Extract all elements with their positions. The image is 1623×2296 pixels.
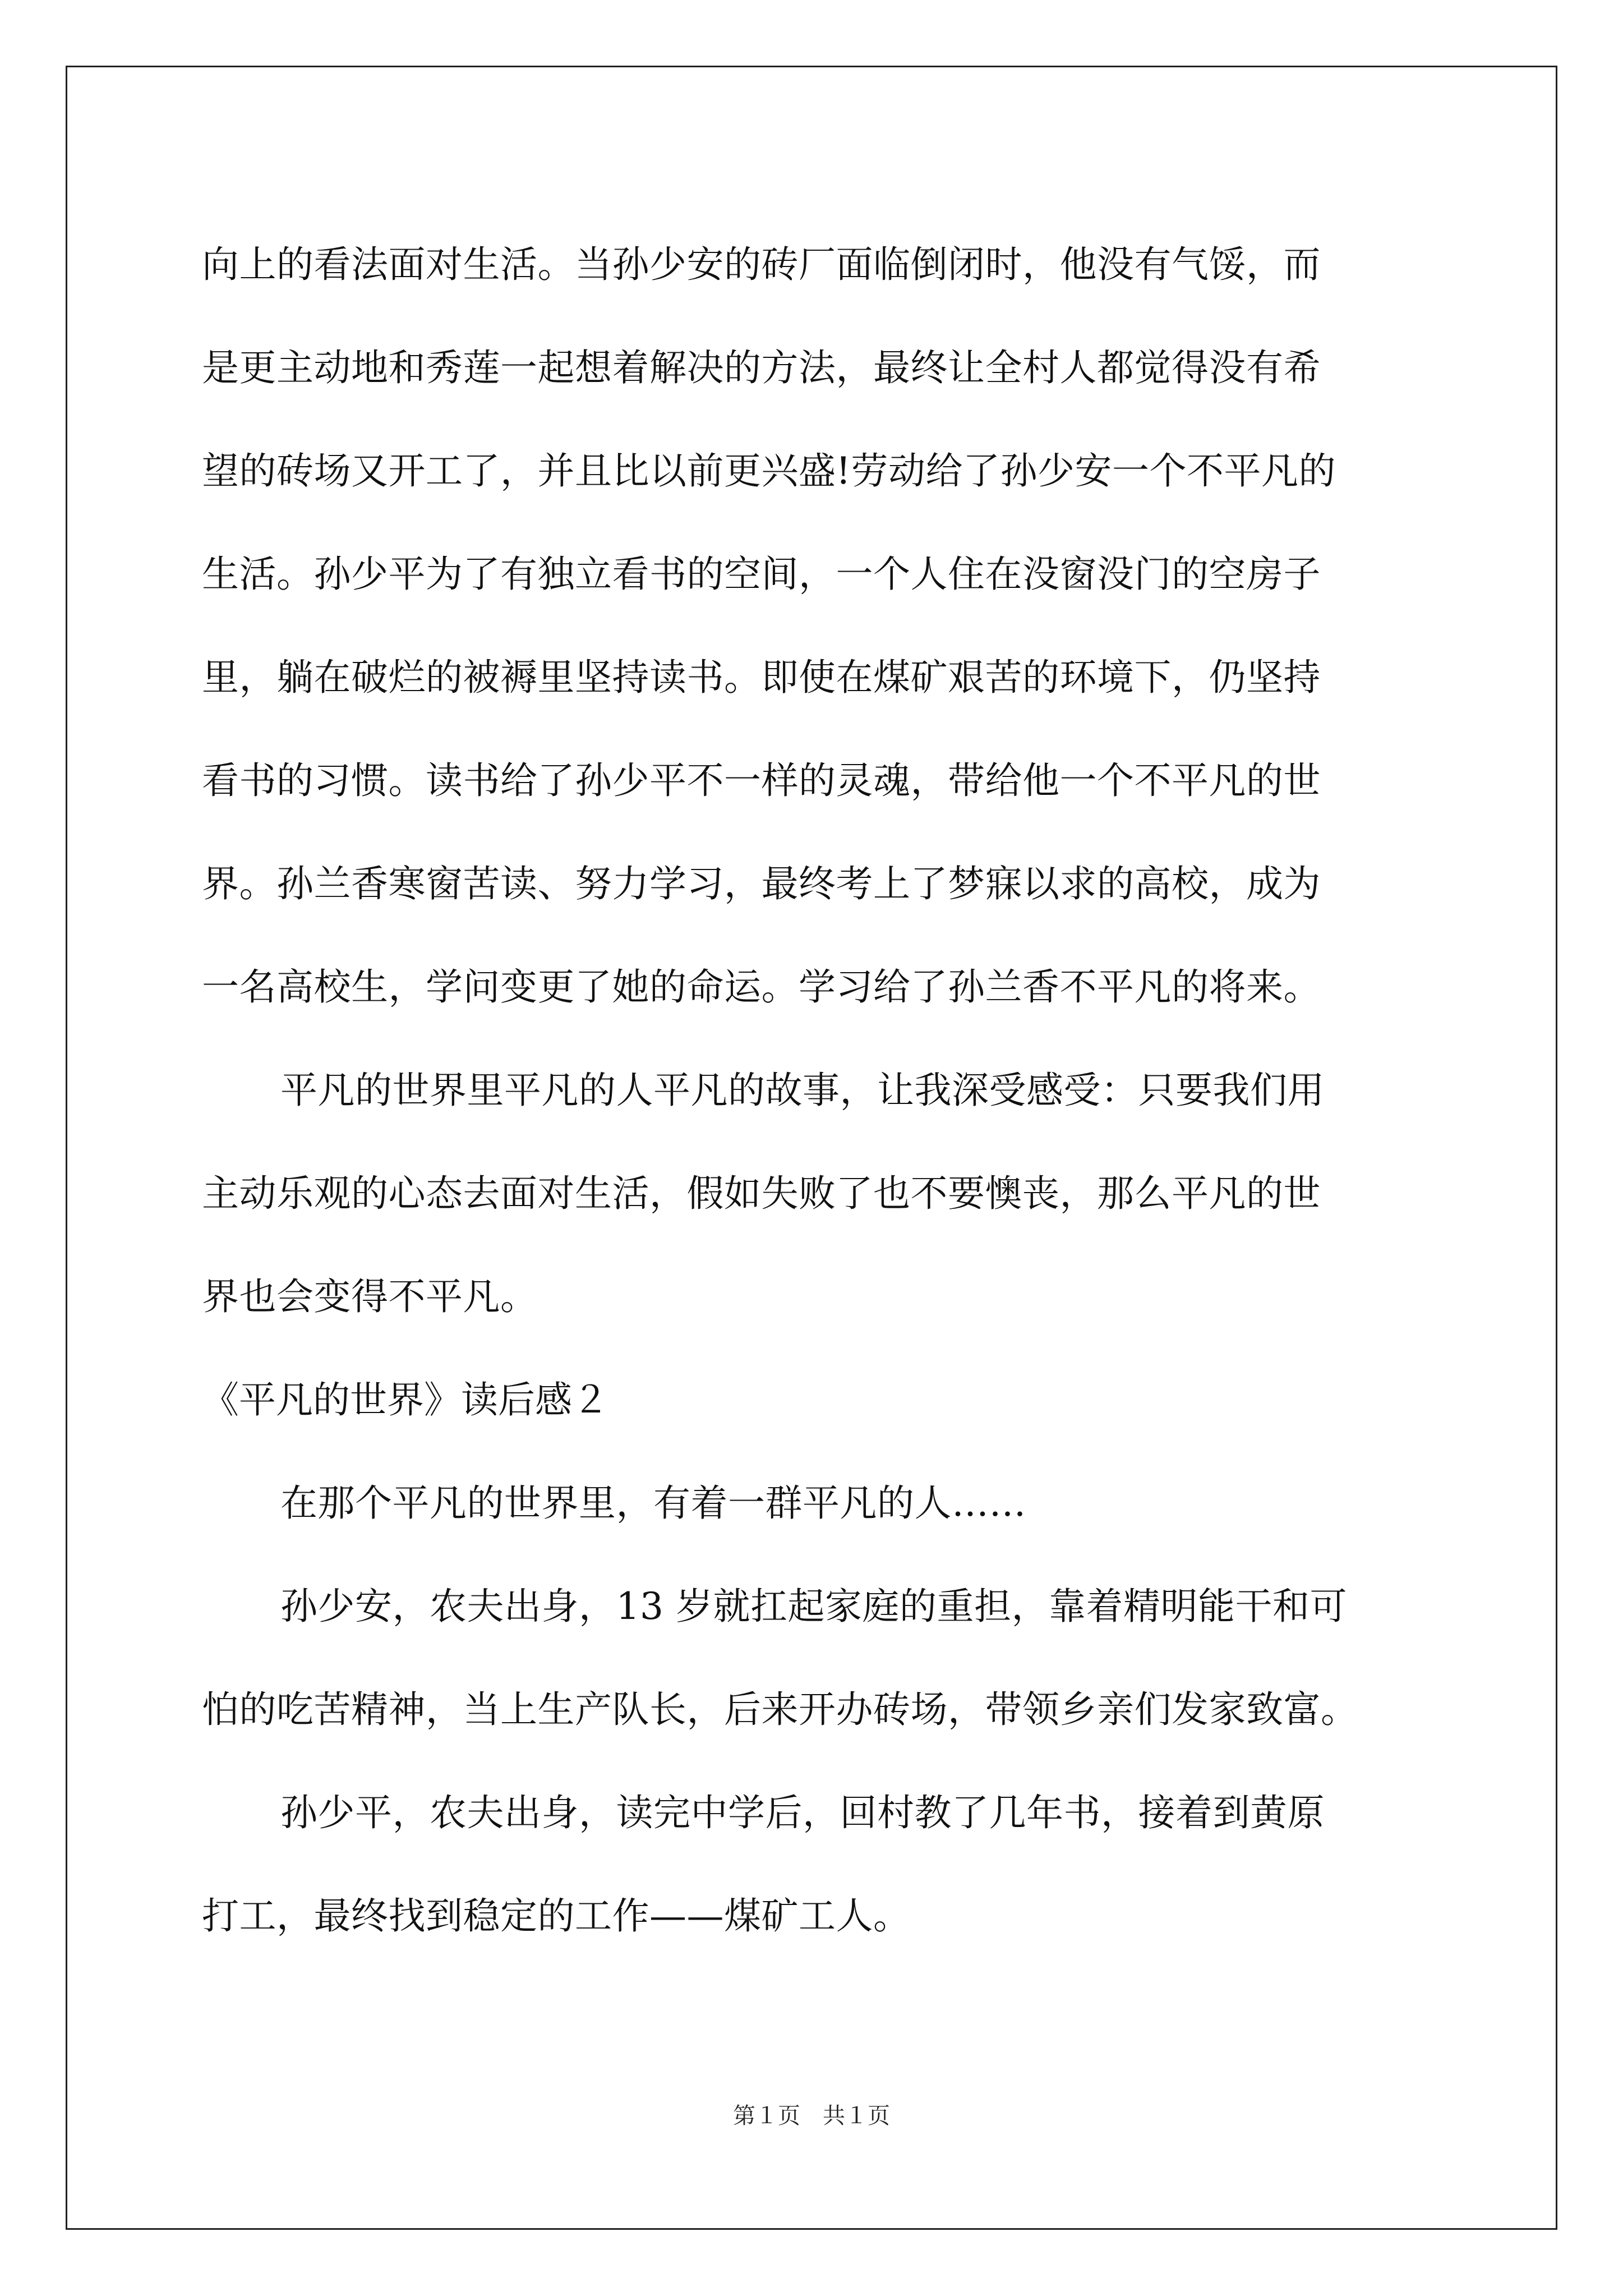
paragraph-3 (202, 1452, 1430, 1555)
document-body (202, 213, 1430, 1968)
text-line: 向上的看法面对生活。当孙少安的砖厂面临倒闭时，他没有气馁，而 (202, 243, 1321, 286)
paragraph-2 (202, 1039, 1430, 1349)
text-line: 在那个平凡的世界里，有着一群平凡的人…… (280, 1481, 1026, 1525)
text-line: 打工，最终找到稳定的工作——煤矿工人。 (202, 1894, 911, 1938)
text-line: 望的砖场又开工了，并且比以前更兴盛!劳动给了孙少安一个不平凡的 (202, 449, 1336, 493)
text-line: 是更主动地和秀莲一起想着解决的方法，最终让全村人都觉得没有希 (202, 346, 1321, 389)
text-line: 界。孙兰香寒窗苦读、努力学习，最终考上了梦寐以求的高校，成为 (202, 862, 1321, 905)
text-line: 界也会变得不平凡。 (202, 1275, 538, 1318)
text-line: 孙少平，农夫出身，读完中学后，回村教了几年书，接着到黄原 (280, 1791, 1325, 1834)
text-line: 里，躺在破烂的被褥里坚持读书。即使在煤矿艰苦的环境下，仍坚持 (202, 656, 1321, 699)
paragraph-5 (202, 1761, 1430, 1968)
text-line: 平凡的世界里平凡的人平凡的故事，让我深受感受：只要我们用 (280, 1069, 1325, 1112)
page-footer: 第１页 共１页 (733, 2103, 890, 2129)
text-line: 孙少安，农夫出身，13 岁就扛起家庭的重担，靠着精明能干和可 (280, 1585, 1347, 1628)
paragraph-4 (202, 1555, 1430, 1761)
text-line: 主动乐观的心态去面对生活，假如失败了也不要懊丧，那么平凡的世 (202, 1172, 1321, 1215)
text-line: 一名高校生，学问变更了她的命运。学习给了孙兰香不平凡的将来。 (202, 965, 1321, 1009)
text-line: 生活。孙少平为了有独立看书的空间，一个人住在没窗没门的空房子 (202, 553, 1321, 596)
paragraph-1 (202, 213, 1430, 1039)
section-title: 《平凡的世界》读后感２ (202, 1378, 609, 1421)
text-line: 怕的吃苦精神，当上生产队长，后来开办砖场，带领乡亲们发家致富。 (202, 1688, 1358, 1731)
text-line: 看书的习惯。读书给了孙少平不一样的灵魂，带给他一个不平凡的世 (202, 759, 1321, 802)
